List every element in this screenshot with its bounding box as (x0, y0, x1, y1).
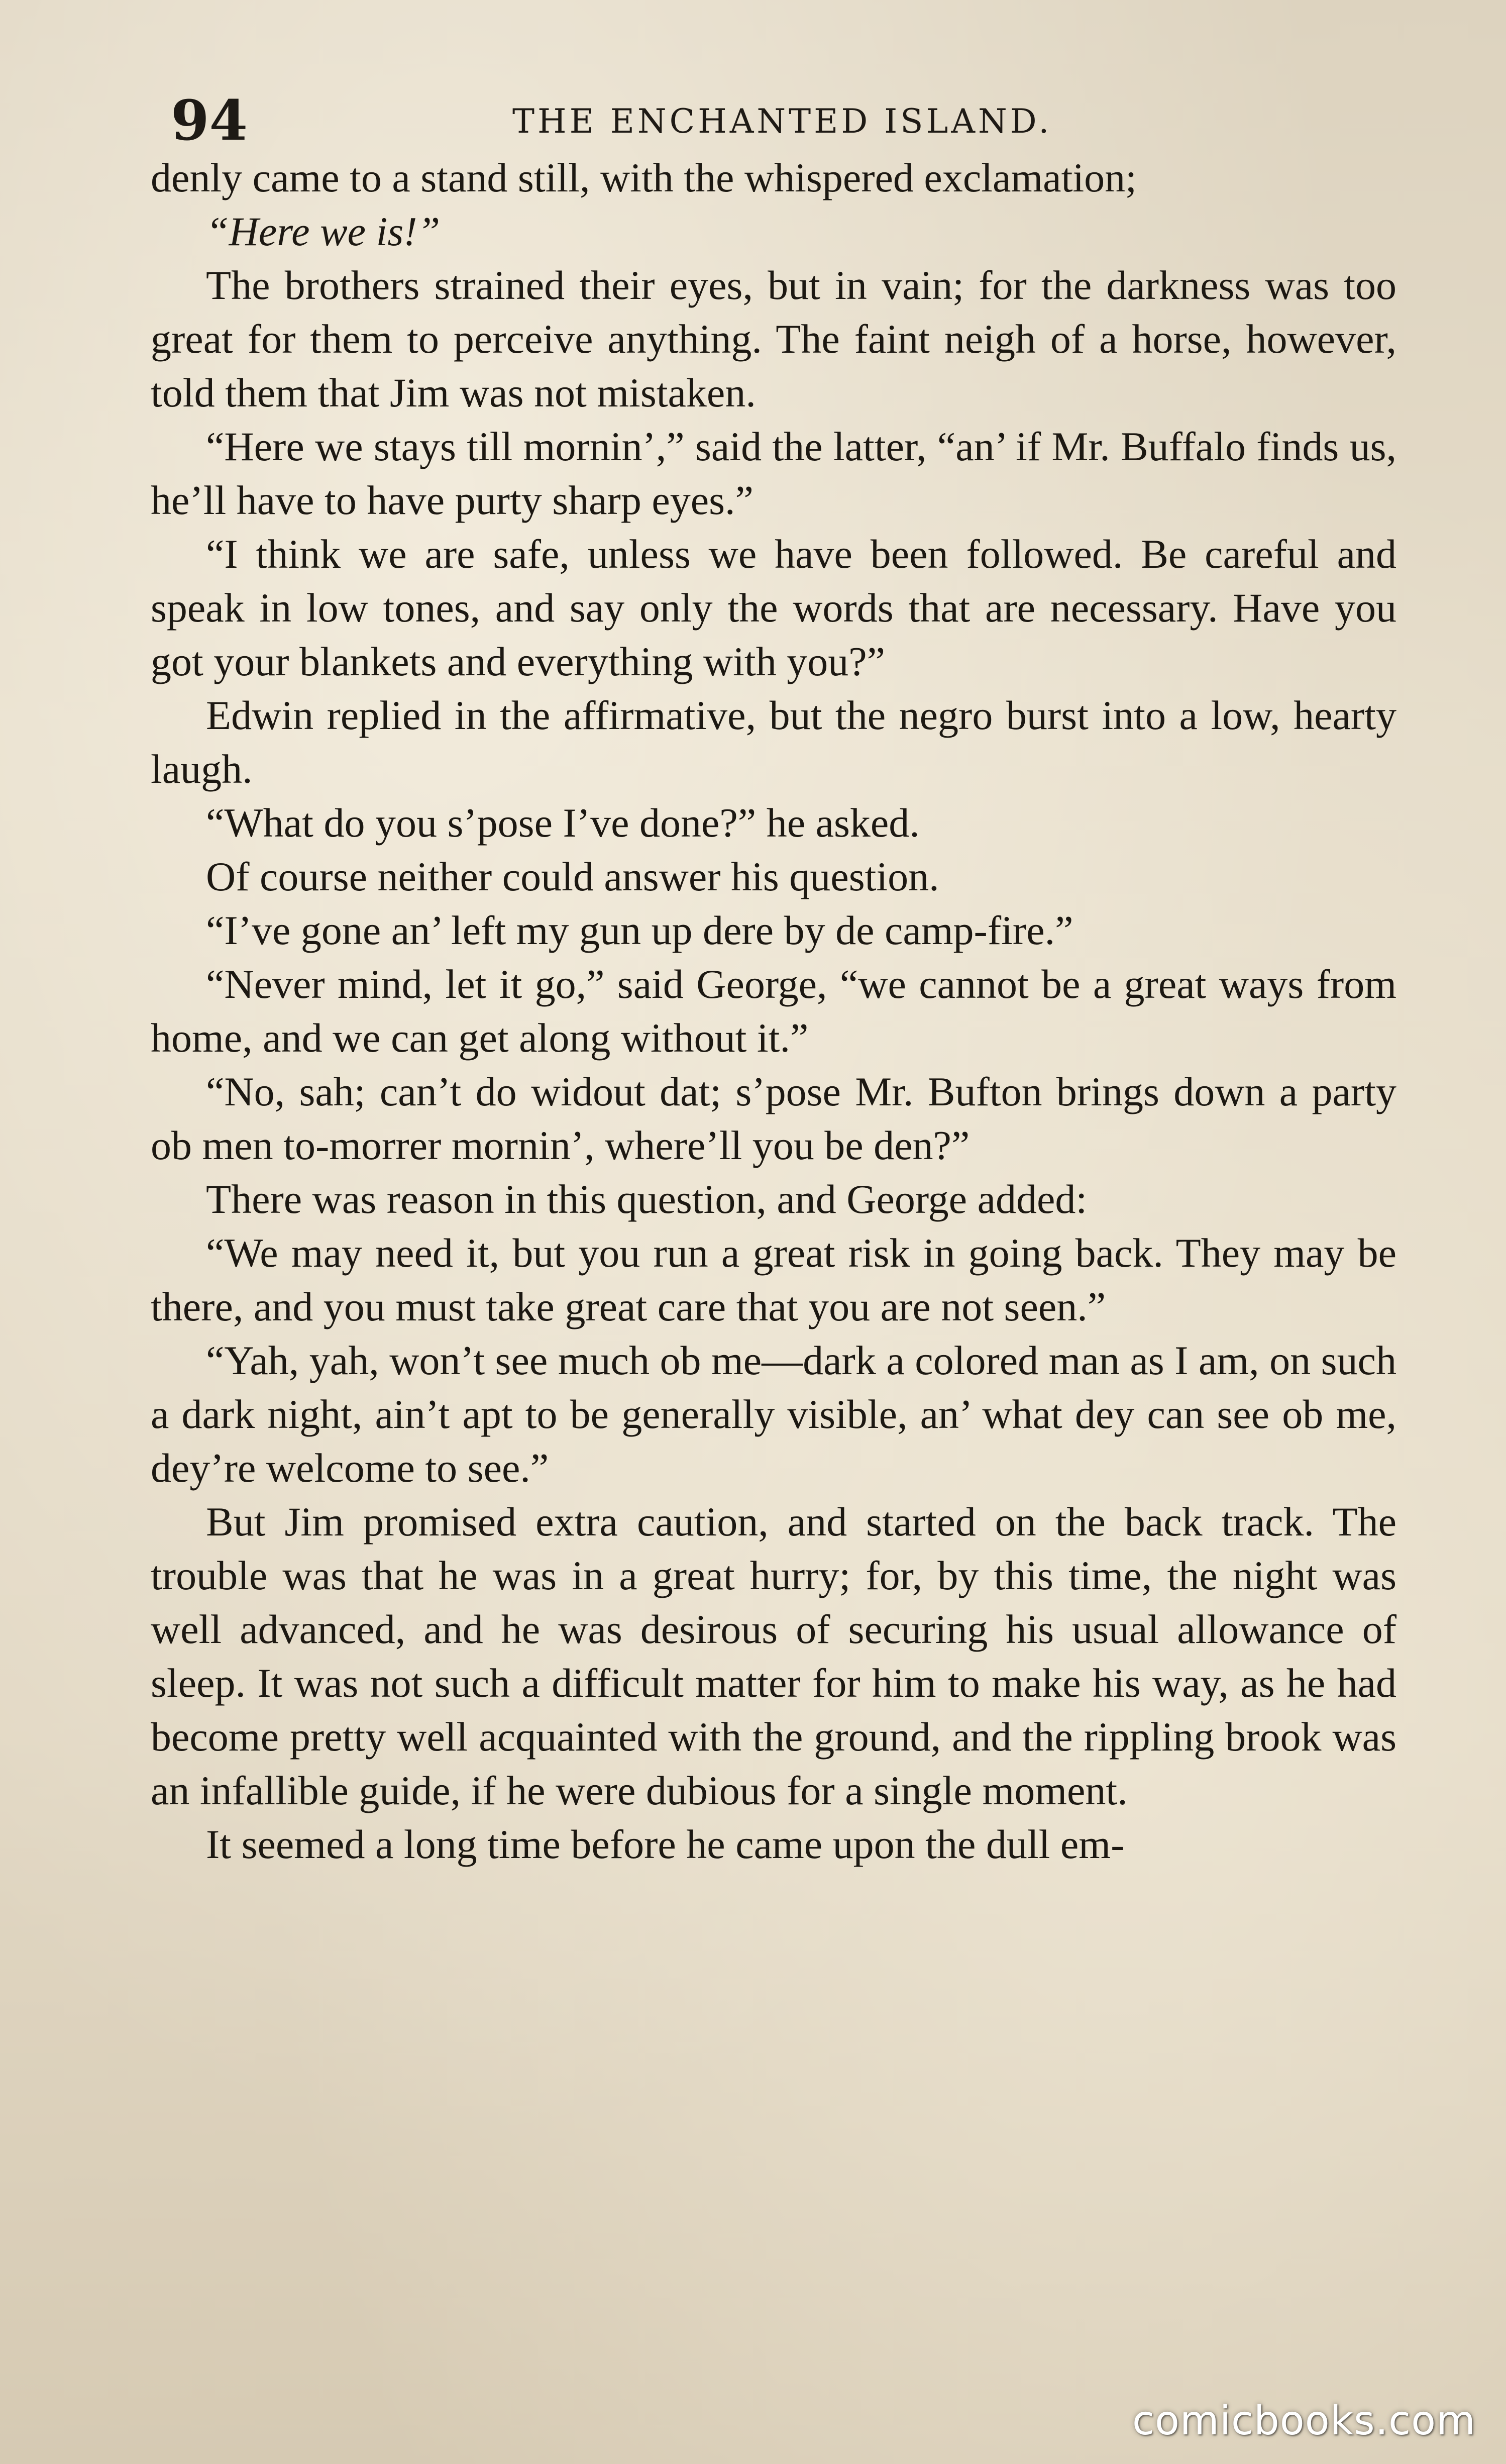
paragraph: denly came to a stand still, with the whispered exclamation; (151, 155, 1137, 200)
paragraph: “We may need it, but you run a great risk in going back. They may be there, and you must take great care that you are not seen.” (151, 1230, 1396, 1329)
paragraph: “I’ve gone an’ left my gun up dere by de camp-fire.” (206, 907, 1073, 953)
page-number: 94 (171, 88, 248, 153)
paragraph: “Here we is!” (206, 209, 441, 254)
watermark: comicbooks.com (1132, 2397, 1476, 2444)
paragraph: “I think we are safe, unless we have been followed. Be careful and speak in low tones, and say only the words that are necessary. Have you got your blankets and everything with you?” (151, 531, 1396, 684)
paragraph: “Here we stays till mornin’,” said the latter, “an’ if Mr. Buffalo finds us, he’ll have to have purty sharp eyes.” (151, 424, 1396, 523)
paragraph: Of course neither could answer his question. (206, 854, 939, 899)
running-title: THE ENCHANTED ISLAND. (512, 102, 1052, 141)
paragraph: “No, sah; can’t do widout dat; s’pose Mr. Bufton brings down a party ob men to-morrer mornin’, where’ll you be den?” (151, 1069, 1396, 1168)
body-text (151, 151, 1396, 1871)
paragraph: But Jim promised extra caution, and started on the back track. The trouble was that he was in a great hurry; for, by this time, the night was well advanced, and he was desirous of securing his usual allowance of sleep. It was not such a difficult matter for him to make his way, as he had become pretty well acquainted with the ground, and the rippling brook was an infallible guide, if he were dubious for a single moment. (151, 1499, 1396, 1813)
page-header (171, 85, 1407, 156)
paragraph: The brothers strained their eyes, but in vain; for the darkness was too great for them to perceive anything. The faint neigh of a horse, however, told them that Jim was not mistaken. (151, 262, 1396, 416)
paragraph: “Yah, yah, won’t see much ob me—dark a colored man as I am, on such a dark night, ain’t apt to be generally visible, an’ what dey can see ob me, dey’re welcome to see.” (151, 1338, 1396, 1491)
paragraph: Edwin replied in the affirmative, but the negro burst into a low, hearty laugh. (151, 692, 1396, 792)
paragraph: “What do you s’pose I’ve done?” he asked. (206, 800, 920, 846)
paragraph: It seemed a long time before he came upon the dull em- (206, 1821, 1125, 1867)
paragraph: There was reason in this question, and George added: (206, 1176, 1088, 1222)
paragraph: “Never mind, let it go,” said George, “we cannot be a great ways from home, and we can get along without it.” (151, 961, 1396, 1061)
